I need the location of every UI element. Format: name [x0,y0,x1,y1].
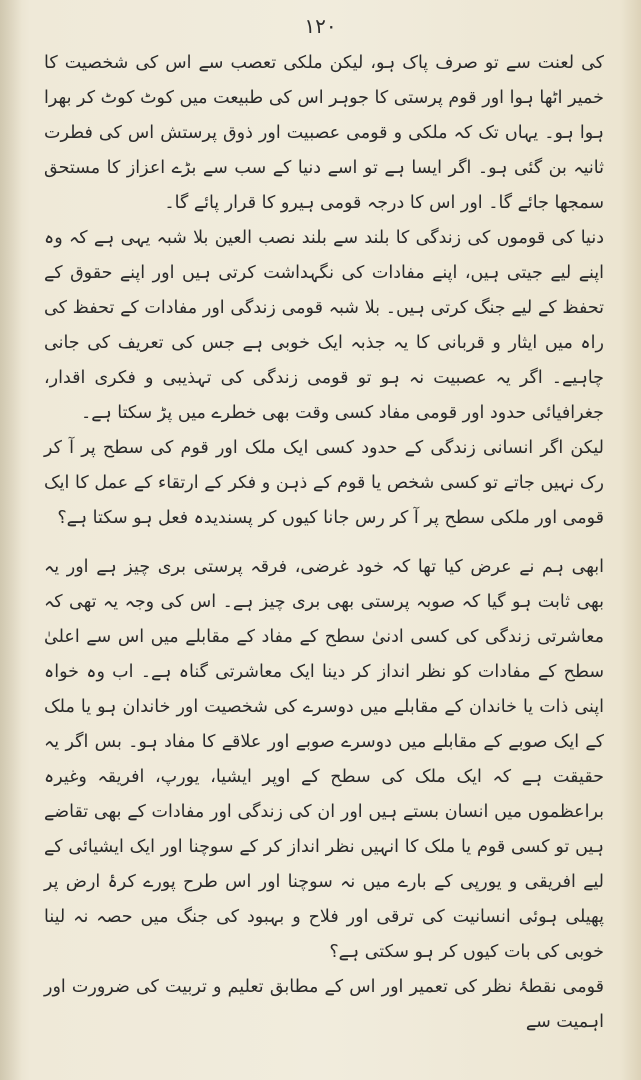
paragraph-2: دنیا کی قوموں کی زندگی کا بلند سے بلند نصب العین بلا شبہ یہی ہے کہ وہ اپنے لیے جیتی ہیں، اپنے مفادات کی نگہداشت کرتی ہیں اور اپنے حقوق کے تحفظ کے لیے جنگ کرتی ہیں۔ بلا شبہ قومی زندگی اور مفادات کے تحفظ کی راہ میں ایثار و قربانی کا یہ جذبہ ایک خوبی ہے جس کی تعریف کی جانی چاہیے۔ اگر یہ عصبیت نہ ہو تو قومی زندگی کی تہذیبی و فکری اقدار، جغرافیائی حدود اور قومی مفاد کسی وقت بھی خطرے میں پڑ سکتا ہے۔ [44,228,604,423]
paragraph-1: کی لعنت سے تو صرف پاک ہو، لیکن ملکی تعصب سے اس کی شخصیت کا خمیر اٹھا ہوا اور قوم پرستی کا جوہر اس کی طبیعت میں کوٹ کوٹ کر بھرا ہوا ہو۔ یہاں تک کہ ملکی و قومی عصبیت اور ذوق پرستش اس کی فطرت ثانیہ بن گئی ہو۔ اگر ایسا ہے تو اسے دنیا کے سب سے بڑے اعزاز کا مستحق سمجھا جائے گا۔ اور اس کا درجہ قومی ہیرو کا قرار پائے گا۔ [44,53,604,213]
paragraph-5: قومی نقطۂ نظر کی تعمیر اور اس کے مطابق تعلیم و تربیت کی ضرورت اور اہمیت سے [44,977,604,1032]
page-body [44,46,604,1040]
page-number: ۱۲۰ [304,14,337,38]
page-binding-shadow [0,0,22,1080]
paragraph-3: لیکن اگر انسانی زندگی کے حدود کسی ایک ملک اور قوم کی سطح پر آ کر رک نہیں جاتے تو کسی شخص یا قوم کے ذہن و فکر کے ارتقاء کے عمل کا ایک قومی اور ملکی سطح پر آ کر رس جانا کیوں کر پسندیدہ فعل ہو سکتا ہے؟ [44,438,604,528]
paragraph-gap [44,536,604,550]
paragraph-4: ابھی ہم نے عرض کیا تھا کہ خود غرضی، فرقہ پرستی بری چیز ہے اور یہ بھی ثابت ہو گیا کہ صوبہ پرستی بھی بری چیز ہے۔ اس کی وجہ یہ تھی کہ معاشرتی زندگی کی کسی ادنیٰ سطح کے مفاد کے مقابلے میں اس سے اعلیٰ سطح کے مفادات کو نظر انداز کر دینا ایک معاشرتی گناہ ہے۔ اب وہ خواہ اپنی ذات یا خاندان کے مقابلے میں دوسرے کی شخصیت اور خاندان ہو یا ملک کے ایک صوبے کے مقابلے میں دوسرے صوبے اور علاقے کا مفاد ہو۔ بس اگر یہ حقیقت ہے کہ ایک ملک کی سطح کے اوپر ایشیا، یورپ، افریقہ وغیرہ براعظموں میں انسان بستے ہیں اور ان کی زندگی اور مفادات کے بھی تقاضے ہیں تو کسی قوم یا ملک کا انہیں نظر انداز کر کے سوچنا اور ایک ایشیائی کے لیے افریقی و یورپی کے بارے میں نہ سوچنا اور اس طرح پورے کرۂ ارض پر پھیلی ہوئی انسانیت کی ترقی اور فلاح و بہبود کی جنگ میں حصہ نہ لینا خوبی کی بات کیوں کر ہو سکتی ہے؟ [44,557,604,962]
